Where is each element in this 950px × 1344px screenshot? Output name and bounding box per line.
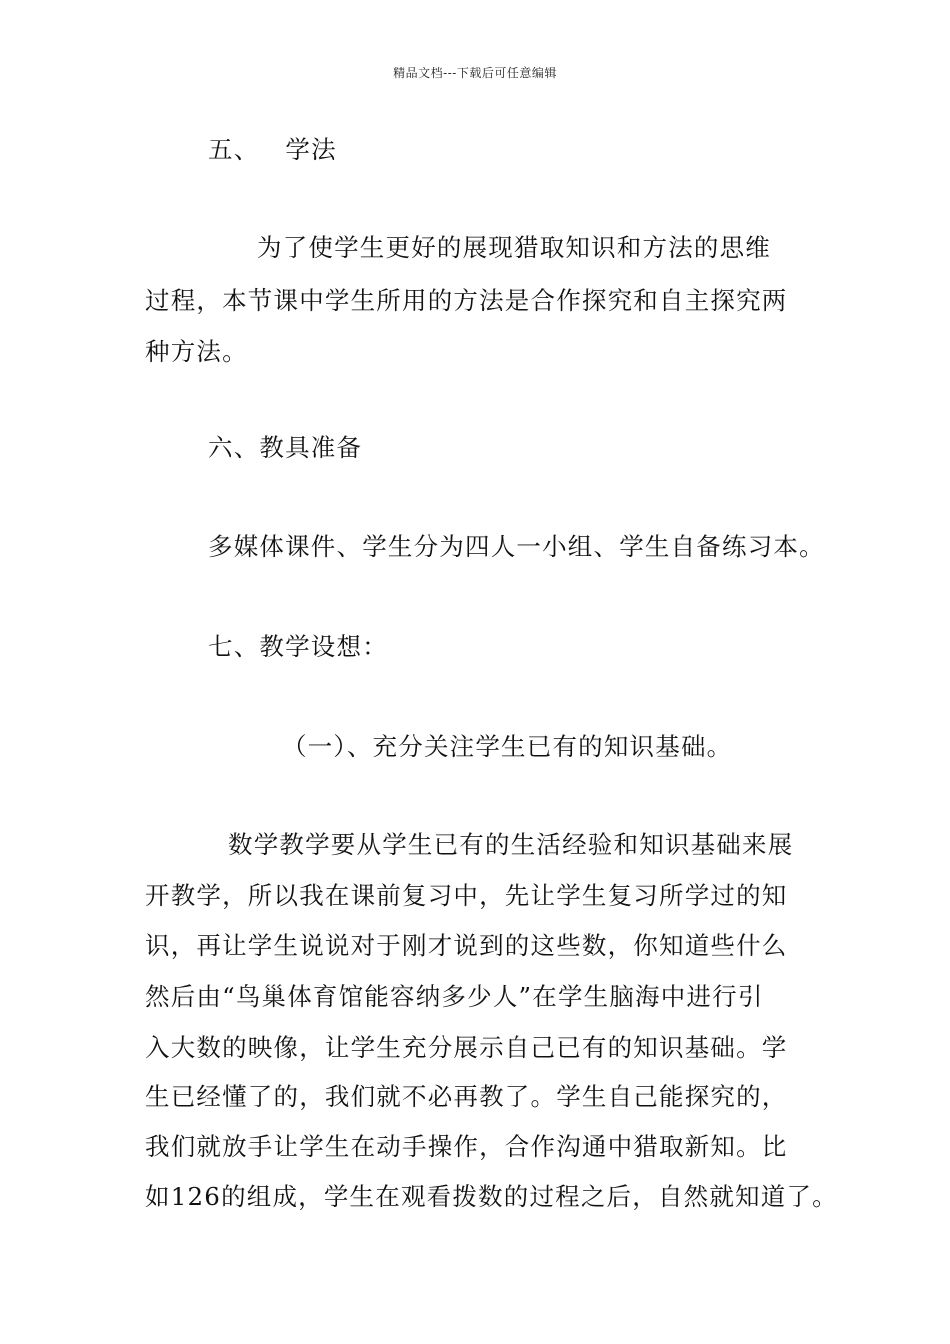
section-5-line-1: 为了使学生更好的展现猎取知识和方法的思维 — [257, 233, 771, 262]
section-7-line-7: 我们就放手让学生在动手操作，合作沟通中猎取新知。比 — [145, 1132, 788, 1161]
section-5-line-3: 种方法。 — [145, 337, 248, 366]
section-7-line-5: 入大数的映像，让学生充分展示自己已有的知识基础。学 — [145, 1033, 788, 1062]
section-7-line-8: 如126的组成，学生在观看拨数的过程之后，自然就知道了。 — [145, 1182, 838, 1211]
section-7-line-4: 然后由“鸟巢体育馆能容纳多少人”在学生脑海中进行引 — [145, 982, 764, 1011]
section-5-title: 学法 — [285, 135, 337, 164]
section-5-line-2: 过程，本节课中学生所用的方法是合作探究和自主探究两 — [145, 286, 788, 315]
section-6-body: 多媒体课件、学生分为四人一小组、学生自备练习本。 — [208, 532, 825, 561]
page-header: 精品文档---下载后可任意编辑 — [393, 66, 557, 80]
section-5-heading — [208, 134, 898, 166]
section-7-heading: 七、教学设想： — [208, 632, 388, 661]
section-5-number: 五、 — [208, 135, 260, 164]
section-7-line-3: 识，再让学生说说对于刚才说到的这些数，你知道些什么 — [145, 931, 788, 960]
section-7-subheading: （一）、充分关注学生已有的知识基础。 — [282, 732, 733, 761]
section-7-line-1: 数学教学要从学生已有的生活经验和知识基础来展 — [228, 830, 794, 859]
section-6-heading: 六、教具准备 — [208, 433, 363, 462]
section-7-line-2: 开教学，所以我在课前复习中，先让学生复习所学过的知 — [145, 881, 788, 910]
section-7-line-6: 生已经懂了的，我们就不必再教了。学生自己能探究的， — [145, 1082, 788, 1111]
